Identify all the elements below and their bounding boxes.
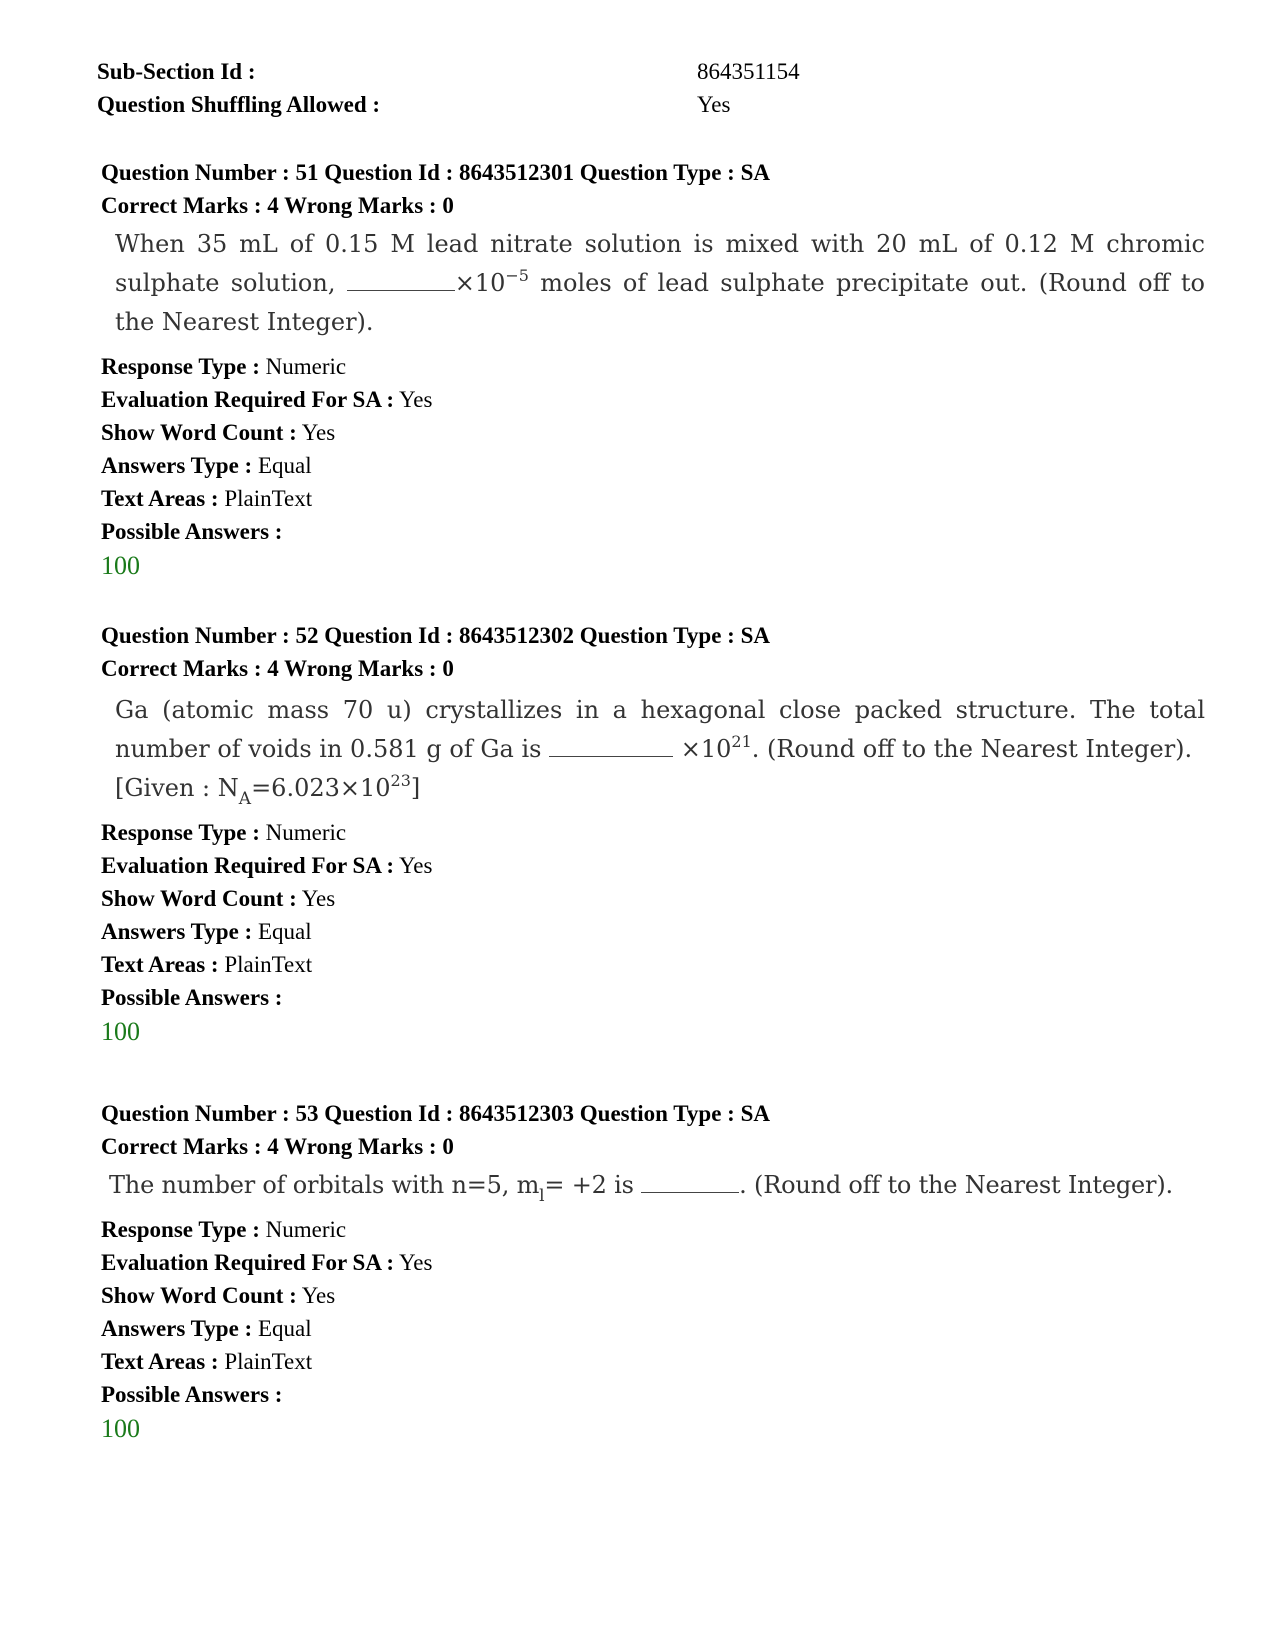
section-meta [97,55,1197,121]
answers-type-label: Answers Type : [101,1316,253,1341]
answers-type-row [101,449,1201,482]
answer-blank [549,736,673,757]
answers-type-row [101,915,1201,948]
possible-answer-value: 100 [101,1017,140,1046]
possible-answers-label: Possible Answers : [101,519,283,544]
question-text-part: = +2 is [544,1171,634,1199]
response-type-label: Response Type : [101,1217,260,1242]
response-type-label: Response Type : [101,354,260,379]
evaluation-row [101,1246,1201,1279]
answer-blank [347,270,455,291]
evaluation-value: Yes [399,387,433,412]
response-type-row [101,350,1201,383]
text-areas-value: PlainText [224,486,313,511]
question-marks: Correct Marks : 4 Wrong Marks : 0 [101,656,454,681]
sub-section-row [97,55,1197,88]
question-marks: Correct Marks : 4 Wrong Marks : 0 [101,193,454,218]
answers-type-label: Answers Type : [101,919,253,944]
word-count-value: Yes [301,420,336,445]
question-header: Question Number : 52 Question Id : 8643512302 Question Type : SA [101,623,770,648]
response-type-value: Numeric [265,1217,347,1242]
subscript: l [539,1186,545,1206]
evaluation-value: Yes [399,853,433,878]
text-areas-value: PlainText [224,952,313,977]
exponent: 21 [731,732,752,751]
given-part: =6.023×10 [251,774,391,802]
given-part: [Given : N [115,774,239,802]
question-text-part: ×10 [454,269,506,297]
text-areas-label: Text Areas : [101,486,219,511]
question-header: Question Number : 53 Question Id : 8643512303 Question Type : SA [101,1101,770,1126]
answers-type-label: Answers Type : [101,453,253,478]
question-text-part: When 35 mL of 0.15 M lead nitrate solution is mixed with 20 mL of 0.12 M chromic sulphate solution, [115,230,1205,297]
exponent: −5 [505,266,529,285]
answers-type-row [101,1312,1201,1345]
text-areas-value: PlainText [224,1349,313,1374]
answers-type-value: Equal [257,453,312,478]
given-part: ] [410,774,421,802]
sub-section-value: 864351154 [697,59,800,84]
text-areas-row [101,482,1201,515]
question-text-part: . (Round off to the Nearest Integer). [751,735,1193,763]
answers-type-value: Equal [257,1316,312,1341]
possible-answers-row [101,981,1201,1014]
question-text [115,225,1205,342]
possible-answers-label: Possible Answers : [101,985,283,1010]
question-properties [101,816,1201,1050]
evaluation-label: Evaluation Required For SA : [101,387,395,412]
response-type-value: Numeric [265,354,347,379]
question-marks: Correct Marks : 4 Wrong Marks : 0 [101,1134,454,1159]
text-areas-row [101,948,1201,981]
word-count-row [101,882,1201,915]
evaluation-label: Evaluation Required For SA : [101,853,395,878]
question-51 [101,156,1205,584]
word-count-row [101,416,1201,449]
exponent: 23 [390,771,411,790]
question-text-part: ×10 [680,735,732,763]
sub-section-label: Sub-Section Id : [97,59,256,84]
text-areas-label: Text Areas : [101,952,219,977]
question-text [109,1166,1199,1205]
question-properties [101,350,1201,584]
word-count-label: Show Word Count : [101,886,297,911]
evaluation-label: Evaluation Required For SA : [101,1250,395,1275]
word-count-value: Yes [301,886,336,911]
text-areas-label: Text Areas : [101,1349,219,1374]
question-text-part: . (Round off to the Nearest Integer). [739,1171,1173,1199]
shuffle-row [97,88,1197,121]
word-count-label: Show Word Count : [101,420,297,445]
question-header: Question Number : 51 Question Id : 8643512301 Question Type : SA [101,160,770,185]
possible-answer-value: 100 [101,551,140,580]
question-text [115,691,1205,808]
word-count-label: Show Word Count : [101,1283,297,1308]
answers-type-value: Equal [257,919,312,944]
evaluation-row [101,383,1201,416]
possible-answers-label: Possible Answers : [101,1382,283,1407]
shuffle-label: Question Shuffling Allowed : [97,92,381,117]
shuffle-value: Yes [697,92,731,117]
subscript: A [238,789,252,809]
evaluation-value: Yes [399,1250,433,1275]
text-areas-row [101,1345,1201,1378]
question-text-part: moles of lead sulphate precipitate out. (Round off to the Nearest Integer). [115,269,1205,336]
question-52 [101,619,1205,1050]
evaluation-row [101,849,1201,882]
response-type-label: Response Type : [101,820,260,845]
word-count-row [101,1279,1201,1312]
question-properties [101,1213,1201,1447]
question-53 [101,1097,1201,1447]
question-text-part: Ga (atomic mass 70 u) crystallizes in a hexagonal close packed structure. The total number of voids in 0.581 g of Ga is [115,696,1205,763]
possible-answers-row [101,1378,1201,1411]
question-text-part: The number of orbitals with n=5, m [109,1171,540,1199]
word-count-value: Yes [301,1283,336,1308]
possible-answer-value: 100 [101,1414,140,1443]
answer-blank [641,1172,739,1193]
possible-answers-row [101,515,1201,548]
response-type-value: Numeric [265,820,347,845]
response-type-row [101,1213,1201,1246]
response-type-row [101,816,1201,849]
